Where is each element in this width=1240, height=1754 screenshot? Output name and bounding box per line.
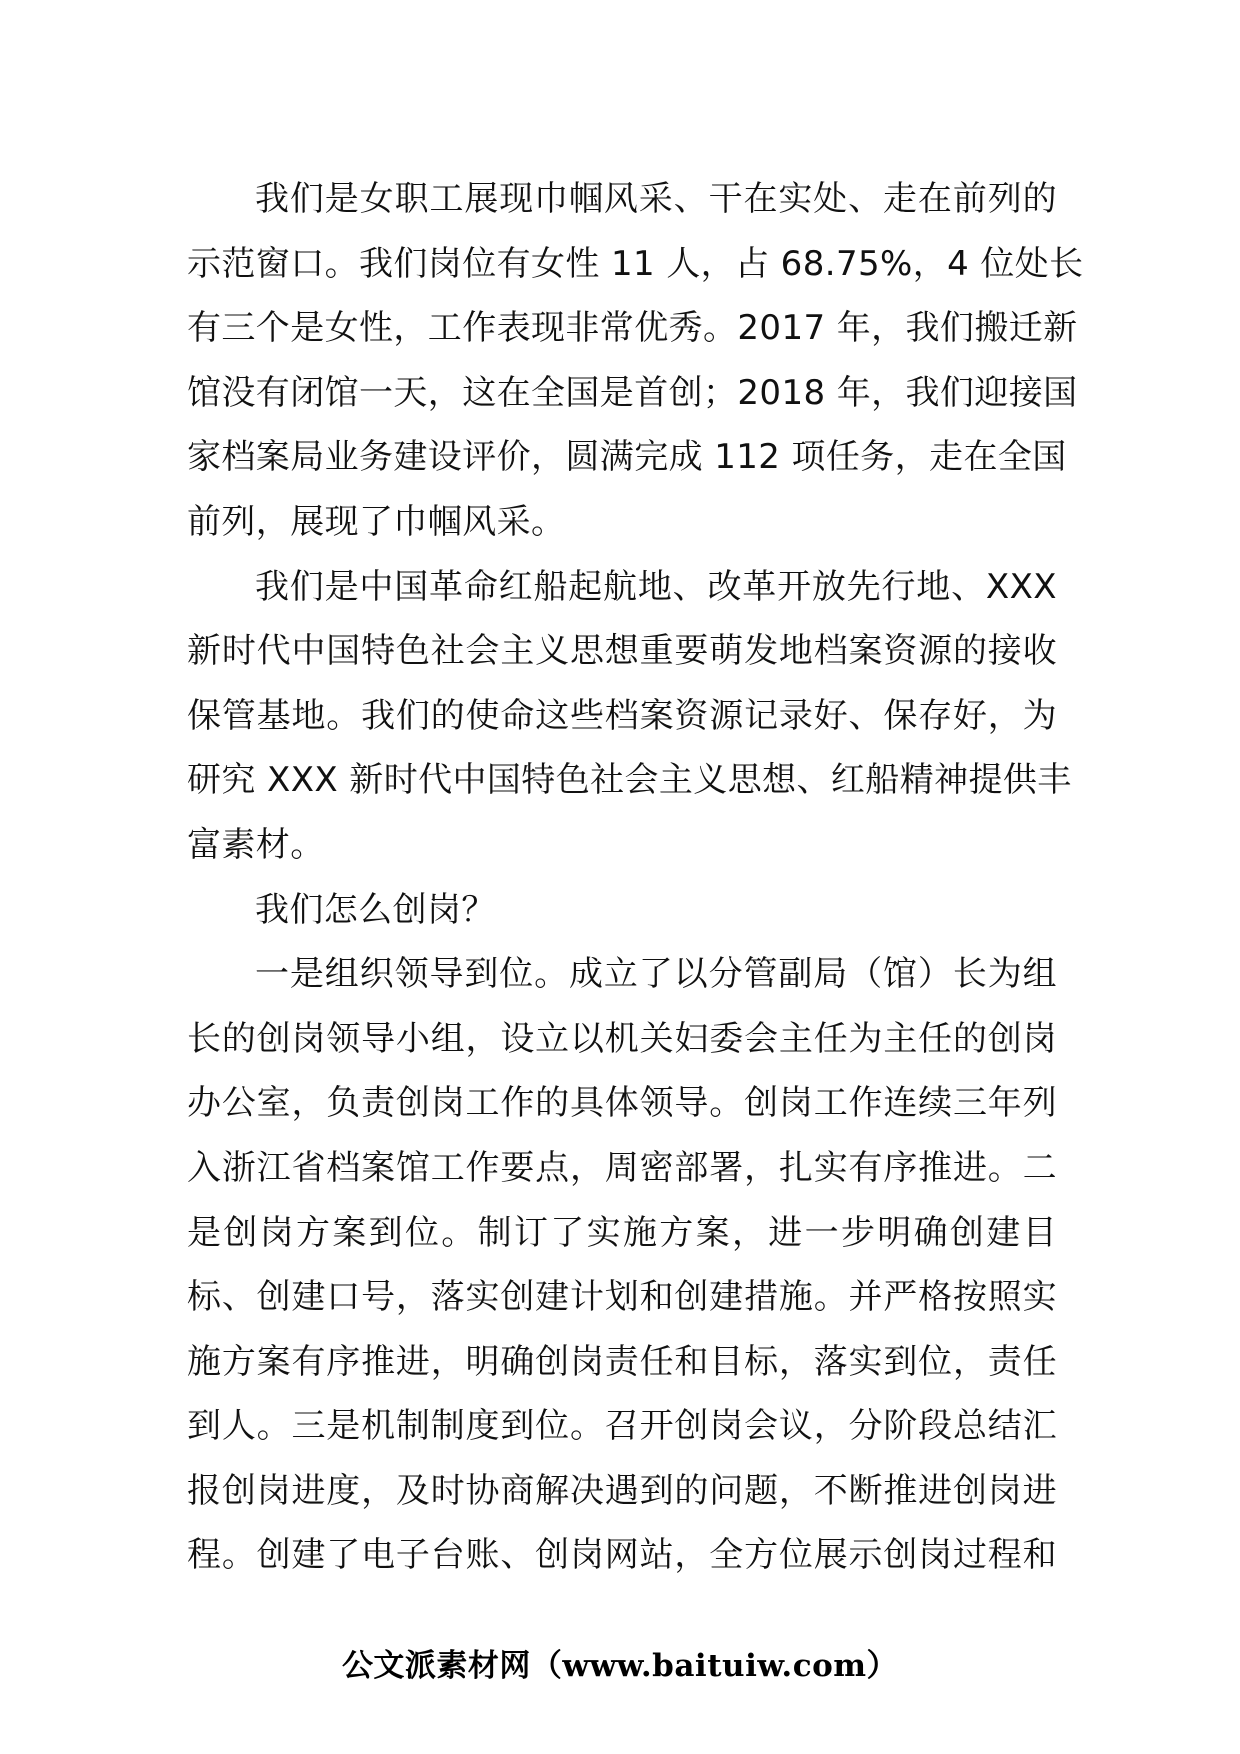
text-line: 是创岗方案到位。制订了实施方案，进一步明确创建目	[187, 1212, 1057, 1253]
footer-watermark: 公文派素材网（www.baituiw.com）	[341, 1648, 899, 1684]
paragraph-women-workers	[187, 167, 1084, 555]
text-line: 前列，展现了巾帼风采。	[187, 501, 566, 542]
text-line: 我们是女职工展现巾帼风采、干在实处、走在前列的	[255, 179, 1057, 219]
text-line: 一是组织领导到位。成立了以分管副局（馆）长为组	[255, 954, 1057, 995]
text-line: 报创岗进度，及时协商解决遇到的问题，不断推进创岗进	[187, 1470, 1057, 1511]
text-line: 富素材。	[187, 824, 325, 865]
text-line: 新时代中国特色社会主义思想重要萌发地档案资源的接收	[187, 631, 1057, 672]
text-line: 保管基地。我们的使命这些档案资源记录好、保存好，为	[187, 695, 1057, 736]
text-line: 入浙江省档案馆工作要点，周密部署，扎实有序推进。二	[187, 1147, 1057, 1188]
paragraph-question-heading	[187, 878, 1057, 943]
text-line: 施方案有序推进，明确创岗责任和目标，落实到位，责任	[187, 1341, 1057, 1382]
text-line: 有三个是女性，工作表现非常优秀。2017 年，我们搬迁新	[187, 308, 1078, 349]
text-line: 长的创岗领导小组，设立以机关妇委会主任为主任的创岗	[187, 1018, 1057, 1059]
text-line: 示范窗口。我们岗位有女性 11 人，占 68.75%，4 位处长	[187, 243, 1084, 284]
text-line: 馆没有闭馆一天，这在全国是首创；2018 年，我们迎接国	[187, 372, 1078, 413]
text-line: 标、创建口号，落实创建计划和创建措施。并严格按照实	[187, 1277, 1057, 1318]
text-line: 我们怎么创岗？	[255, 889, 496, 930]
paragraph-archive-base	[187, 555, 1072, 878]
paragraph-measures	[187, 942, 1057, 1588]
text-line: 我们是中国革命红船起航地、改革开放先行地、XXX	[255, 566, 1057, 607]
text-line: 研究 XXX 新时代中国特色社会主义思想、红船精神提供丰	[187, 760, 1072, 801]
document-body	[187, 167, 1084, 1588]
text-line: 办公室，负责创岗工作的具体领导。创岗工作连续三年列	[187, 1083, 1057, 1124]
text-line: 到人。三是机制制度到位。召开创岗会议，分阶段总结汇	[187, 1406, 1057, 1447]
text-line: 家档案局业务建设评价，圆满完成 112 项任务，走在全国	[187, 437, 1067, 478]
text-line: 程。创建了电子台账、创岗网站，全方位展示创岗过程和	[187, 1535, 1057, 1576]
